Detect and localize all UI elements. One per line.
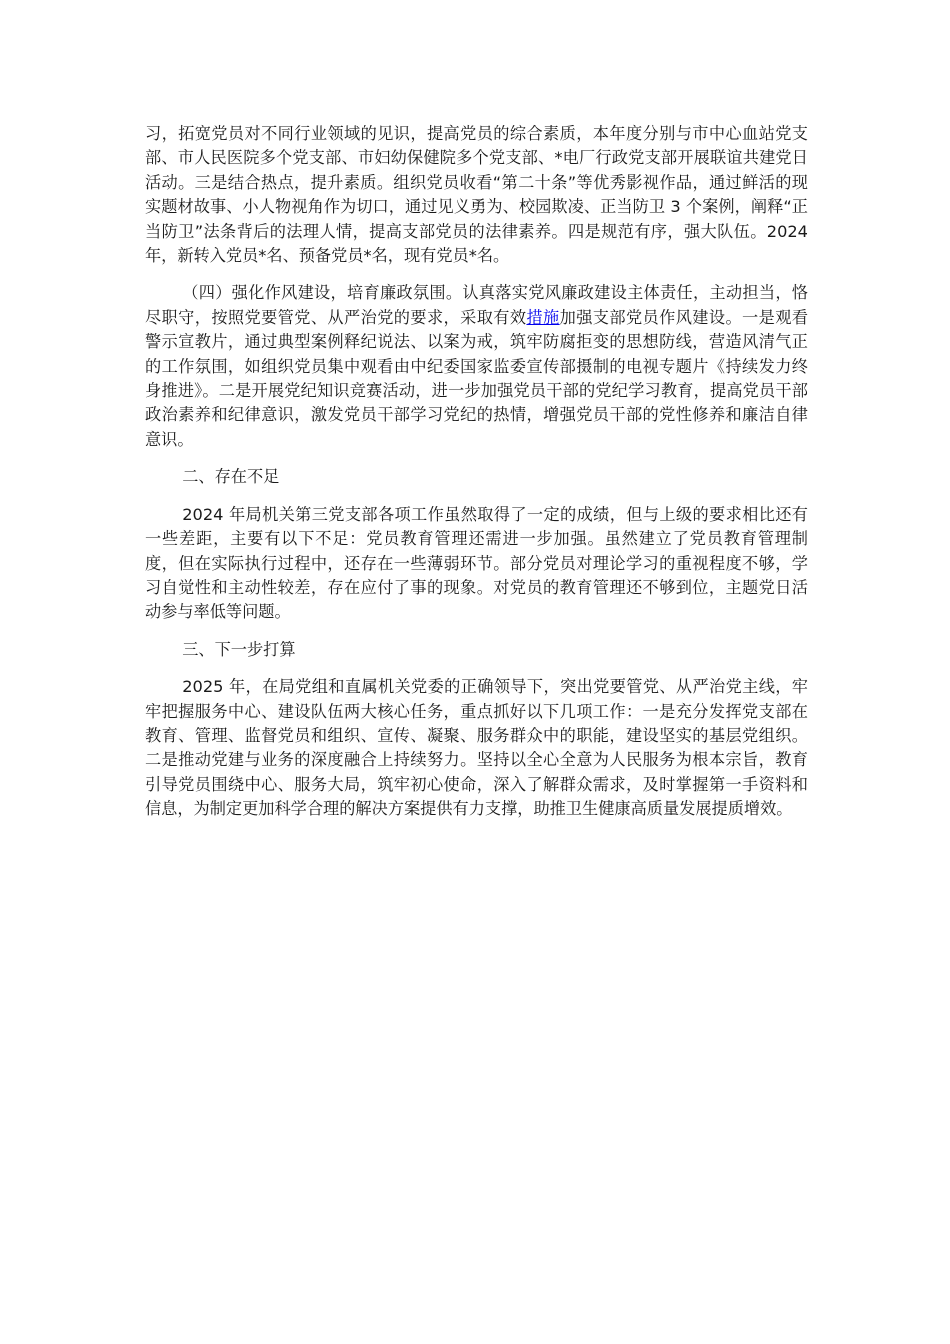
measures-link[interactable]: 措施: [526, 307, 560, 327]
paragraph-continuation: 习，拓宽党员对不同行业领域的见识，提高党员的综合素质，本年度分别与市中心血站党支部、市人民医院多个党支部、市妇幼保健院多个党支部、*电厂行政党支部开展联谊共建党日活动。三是结合热点，提升素质。组织党员收看“第二十条”等优秀影视作品，通过鲜活的现实题材故事、小人物视角作为切口，通过见义勇为、校园欺凌、正当防卫 3 个案例，阐释“正当防卫”法条背后的法理人情，提高支部党员的法律素养。四是规范有序，强大队伍。2024 年，新转入党员*名、预备党员*名，现有党员*名。: [145, 124, 808, 266]
paragraph-text-before-link: （四）强化作风建设，培育廉政氛围。认真落实党风廉政建设主体责任，主动担当，恪尽职守，按照党要管党、从严治党的要求，采取有效: [145, 283, 808, 327]
document-body: [145, 122, 808, 835]
paragraph-work-style: [145, 281, 808, 452]
section-heading-next-steps: 三、下一步打算: [182, 639, 296, 659]
paragraph-text-after-link: 加强支部党员作风建设。一是观看警示宣教片，通过典型案例释纪说法、以案为戒，筑牢防腐拒变的思想防线，营造风清气正的工作氛围，如组织党员集中观看由中纪委国家监委宣传部摄制的电视专题片《持续发力终身推进》。二是开展党纪知识竞赛活动，进一步加强党员干部的党纪学习教育，提高党员干部政治素养和纪律意识，激发党员干部学习党纪的热情，增强党员干部的党性修养和廉洁自律意识。: [145, 307, 809, 449]
paragraph-shortcomings: 2024 年局机关第三党支部各项工作虽然取得了一定的成绩，但与上级的要求相比还有一些差距，主要有以下不足：党员教育管理还需进一步加强。虽然建立了党员教育管理制度，但在实际执行过程中，还存在一些薄弱环节。部分党员对理论学习的重视程度不够，学习自觉性和主动性较差，存在应付了事的现象。对党员的教育管理还不够到位，主题党日活动参与率低等问题。: [145, 504, 808, 622]
section-heading-shortcomings: 二、存在不足: [182, 467, 280, 487]
paragraph-next-steps: 2025 年，在局党组和直属机关党委的正确领导下，突出党要管党、从严治党主线，牢牢把握服务中心、建设队伍两大核心任务，重点抓好以下几项工作：一是充分发挥党支部在教育、管理、监督党员和组织、宣传、凝聚、服务群众中的职能，建设坚实的基层党组织。二是推动党建与业务的深度融合上持续努力。坚持以全心全意为人民服务为根本宗旨，教育引导党员围绕中心、服务大局，筑牢初心使命，深入了解群众需求，及时掌握第一手资料和信息，为制定更加科学合理的解决方案提供有力支撑，助推卫生健康高质量发展提质增效。: [145, 677, 808, 819]
